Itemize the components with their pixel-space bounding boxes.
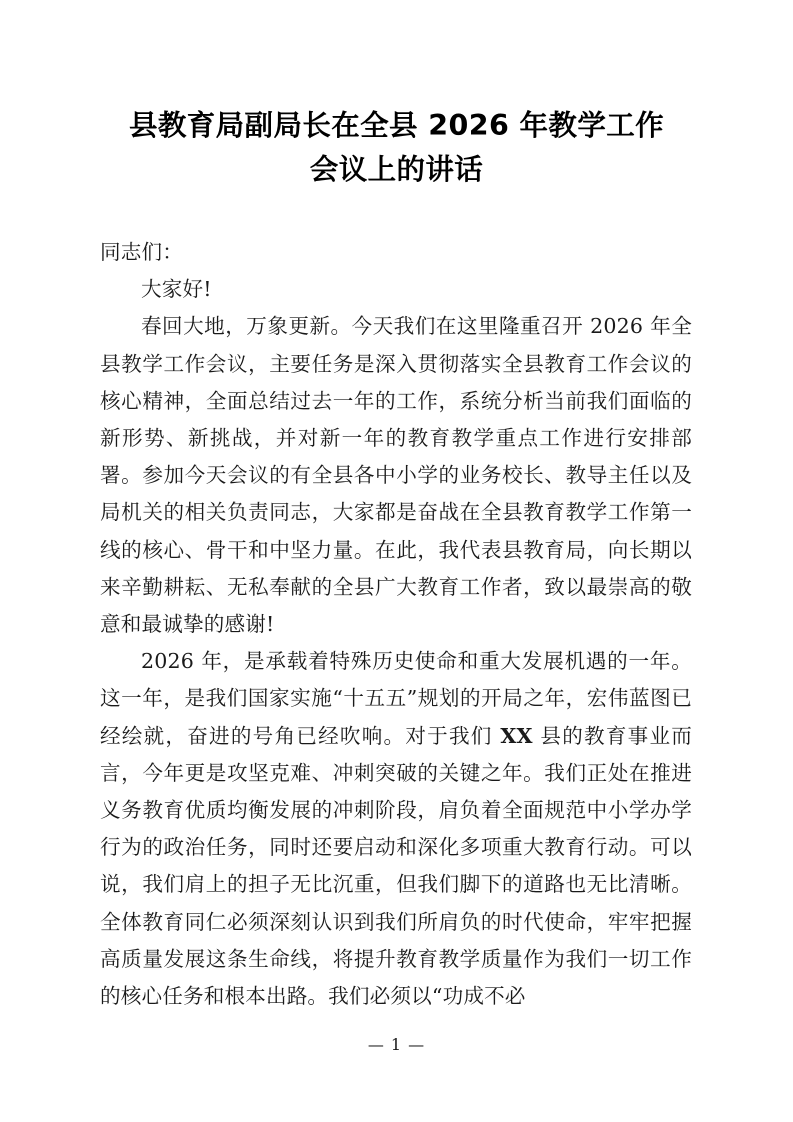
paragraph-opening: 春回大地，万象更新。今天我们在这里隆重召开 2026 年全县教学工作会议，主要任务是深入贯彻落实全县教育工作会议的核心精神，全面总结过去一年的工作，系统分析当前我们面临的新形势、新挑战，并对新一年的教育教学重点工作进行安排部署。参加今天会议的有全县各中小学的业务校长、教导主任以及局机关的相关负责同志，大家都是奋战在全县教育教学工作第一线的核心、骨干和中坚力量。在此，我代表县教育局，向长期以来辛勤耕耘、无私奉献的全县广大教育工作者，致以最崇高的敬意和最诚挚的感谢! — [100, 314, 692, 637]
title-line-2: 会议上的讲话 — [309, 153, 484, 186]
paragraph-text-part-2: 县的教育事业而言，今年更是攻坚克难、冲刺突破的关键之年。我们正处在推进义务教育优质均衡发展的冲刺阶段，肩负着全面规范中小学办学行为的政治任务，同时还要启动和深化多项重大教育行动。可以说，我们肩上的担子无比沉重，但我们脚下的道路也无比清晰。全体教育同仁必须深刻认识到我们所肩负的时代使命，牢牢把握高质量发展这条生命线，将提升教育教学质量作为我们一切工作的核心任务和根本出路。我们必须以“功成不必 — [100, 723, 692, 1009]
page-title — [100, 104, 693, 192]
paragraph-year-significance — [100, 643, 692, 1015]
paragraph-text-part-1: 2026 年，是承载着特殊历史使命和重大发展机遇的一年。这一年，是我们国家实施“十五五”规划的开局之年，宏伟蓝图已经绘就，奋进的号角已经吹响。对于我们 — [100, 649, 692, 748]
paragraph-greeting: 大家好! — [141, 277, 212, 302]
page-number-footer: — 1 — — [367, 1035, 426, 1054]
paragraph-salutation: 同志们： — [100, 240, 183, 264]
document-body — [100, 234, 692, 1015]
title-line-1: 县教育局副局长在全县 2026 年教学工作 — [128, 109, 665, 142]
county-placeholder-bold: XX — [500, 723, 533, 748]
